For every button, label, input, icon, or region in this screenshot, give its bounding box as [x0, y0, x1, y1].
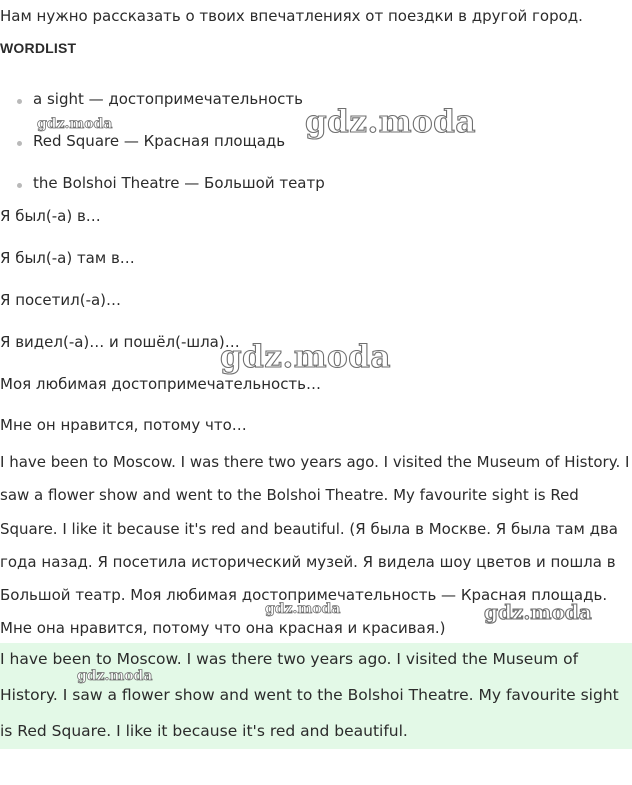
wordlist-item: Red Square — Красная площадь	[33, 132, 286, 150]
wordlist-item: the Bolshoi Theatre — Большой театр	[33, 174, 325, 192]
task-prompt: Нам нужно рассказать о твоих впечатлениях от поездки в другой город.	[0, 7, 583, 25]
watermark-logo: gdz.moda	[37, 116, 113, 132]
watermark-logo: gdz.moda	[484, 600, 592, 624]
phrase-item: Мне он нравится, потому что…	[0, 416, 247, 434]
phrase-item: Моя любимая достопримечательность…	[0, 375, 322, 393]
example-text: I have been to Moscow. I was there two years ago. I visited the Museum of History. I saw a flower show and went to the Bolshoi Theatre. My favourite sight is Red Square. I like it because it's red and beautiful. (Я была в Москве. Я была там два года назад. Я посетила исторический музей. Я видела шоу цветов и пошла в Большой театр. Моя любимая достопримечательность — Красная площадь. Мне она нравится, потому что она красная и красивая.)	[0, 453, 630, 638]
wordlist-item: a sight — достопримечательность	[33, 90, 303, 108]
watermark-logo: gdz.moda	[305, 104, 476, 140]
watermark-logo: gdz.moda	[265, 601, 341, 617]
bullet-icon	[17, 141, 22, 146]
bullet-icon	[17, 183, 22, 188]
answer-text: I have been to Moscow. I was there two years ago. I visited the Museum of History. I saw a flower show and went to the Bolshoi Theatre. My favourite sight is Red Square. I like it because it's red and beautiful.	[0, 650, 619, 740]
bullet-icon	[17, 99, 22, 104]
watermark-logo: gdz.moda	[220, 339, 391, 375]
phrase-item: Я был(-а) в…	[0, 207, 101, 225]
watermark-logo: gdz.moda	[77, 668, 153, 684]
phrase-item: Я видел(-а)… и пошёл(-шла)…	[0, 333, 240, 351]
phrase-item: Я был(-а) там в…	[0, 249, 135, 267]
wordlist-heading: WORDLIST	[0, 40, 77, 56]
phrase-item: Я посетил(-а)…	[0, 291, 122, 309]
